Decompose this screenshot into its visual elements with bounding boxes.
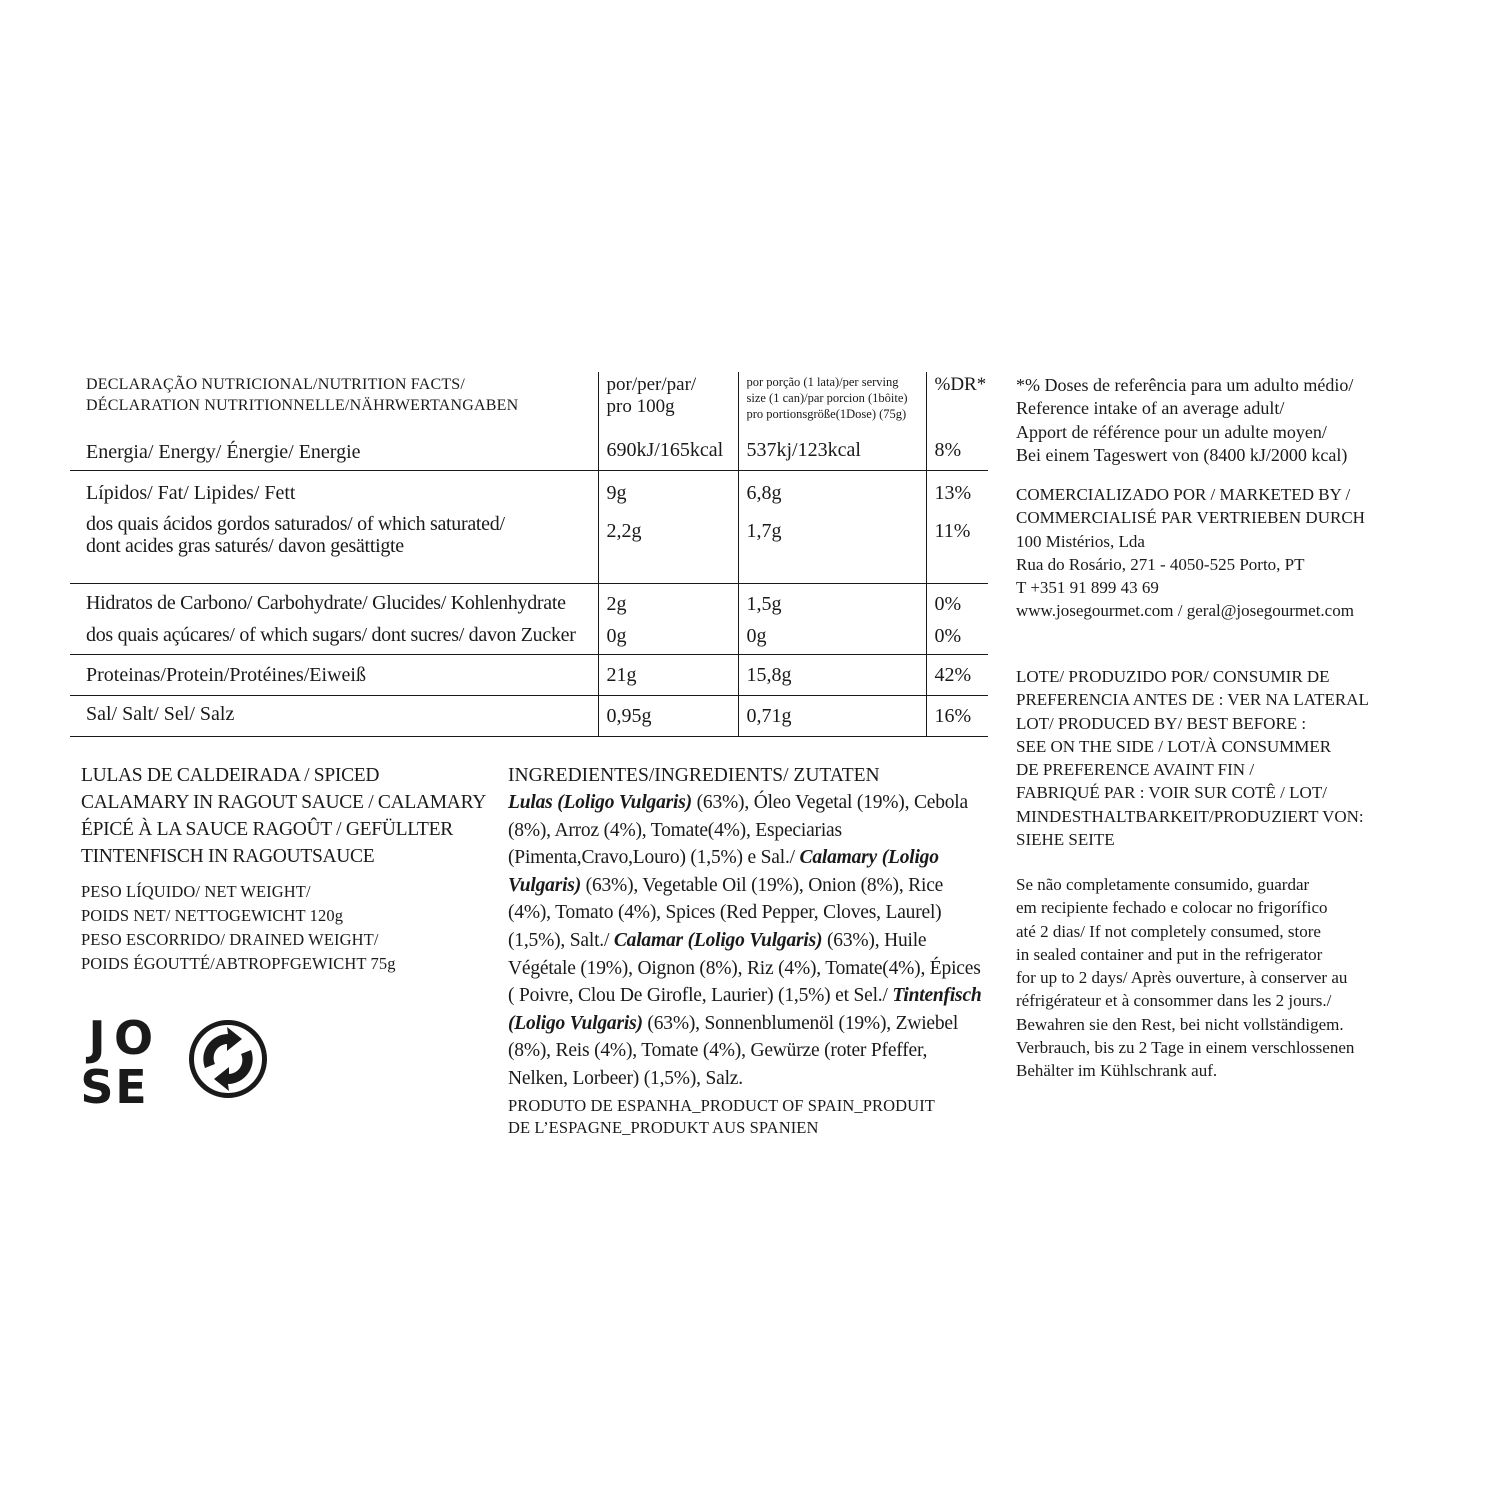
fat-label: Lípidos/ Fat/ Lipides/ Fett (86, 482, 296, 504)
storage-line: Bewahren sie den Rest, bei nicht vollständigem. (1016, 1014, 1344, 1034)
net-weight (81, 880, 501, 976)
logo-letter: E (115, 1060, 147, 1114)
company-address: Rua do Rosário, 271 - 4050-525 Porto, PT (1016, 554, 1305, 574)
company-name: 100 Mistérios, Lda (1016, 531, 1145, 551)
value-per-100g (598, 584, 738, 655)
saturated-label-line: dos quais ácidos gordos saturados/ of which saturated/ (86, 513, 505, 535)
nutrition-row-salt (70, 696, 988, 737)
ingredient-list-de: (63%), Sonnenblumenöl (19%), Zwiebel (8%), Reis (4%), Tomate (4%), Gewürze (roter Pfeffer, Nelken, Lorbeer) (1,5%), Salz. (508, 1012, 959, 1089)
carbs-dr: 0% (934, 593, 962, 615)
value-per-100g: 690kJ/165kcal (598, 430, 738, 471)
weight-line: PESO ESCORRIDO/ DRAINED WEIGHT/ (81, 930, 379, 949)
product-name-line: ÉPICÉ À LA SAUCE RAGOÛT / GEFÜLLTER (81, 819, 453, 840)
value-per-serving: 15,8g (738, 655, 926, 696)
fat-per-100g: 9g (606, 482, 627, 504)
reference-intake (1016, 374, 1436, 467)
value-dr: 42% (926, 655, 988, 696)
nutrient-label: Proteinas/Protein/Protéines/Eiweiß (70, 655, 598, 696)
ingredient-list-pt: (63%), Óleo Vegetal (19%), Cebola (8%), Arroz (4%), Tomate(4%), Especiarias (Pimenta,Cravo,Louro) (1,5%) e Sal./ (508, 792, 968, 869)
reference-line: Apport de référence pour un adulte moyen/ (1016, 421, 1327, 442)
marketer-info (1016, 483, 1446, 623)
sugars-per-100g: 0g (606, 625, 627, 647)
reference-line: Reference intake of an average adult/ (1016, 398, 1285, 419)
sugars-dr: 0% (934, 625, 962, 647)
reference-line: Bei einem Tageswert von (8400 kJ/2000 kcal) (1016, 444, 1348, 465)
marketer-line: COMERCIALIZADO POR / MARKETED BY / (1016, 485, 1351, 504)
storage-line: Behälter im Kühlschrank auf. (1016, 1061, 1218, 1081)
per-serving-line: pro portionsgröße(1Dose) (75g) (746, 407, 907, 421)
value-per-serving: 537kj/123kcal (738, 430, 926, 471)
origin (508, 1095, 983, 1139)
storage-line: in sealed container and put in the refrigerator (1016, 944, 1323, 964)
storage-line: até 2 dias/ If not completely consumed, store (1016, 921, 1321, 941)
weight-line: PESO LÍQUIDO/ NET WEIGHT/ (81, 882, 311, 901)
company-web-email: www.josegourmet.com / geral@josegourmet.com (1016, 601, 1354, 621)
origin-line: DE L’ESPAGNE_PRODUKT AUS SPANIEN (508, 1117, 819, 1137)
green-dot-icon (189, 1020, 267, 1098)
lot-line: SEE ON THE SIDE / LOT/À CONSUMMER (1016, 736, 1332, 756)
per-serving-header (738, 372, 926, 430)
saturated-label-line: dont acides gras saturés/ davon gesättigte (86, 535, 404, 557)
logo-letter: J (88, 1011, 106, 1065)
marketer-line: COMMERCIALISÉ PAR VERTRIEBEN DURCH (1016, 508, 1365, 528)
fat-per-serving: 6,8g (746, 482, 782, 504)
per-100g-line: por/per/par/ (606, 374, 697, 395)
ingredient-name-de: Tintenfisch (Loligo Vulgaris) (508, 985, 982, 1034)
nutrition-table (70, 372, 988, 737)
nutrient-label (70, 471, 598, 584)
value-dr (926, 584, 988, 655)
weight-line: POIDS ÉGOUTTÉ/ABTROPFGEWICHT 75g (81, 954, 396, 973)
logo-letter: S (80, 1060, 114, 1114)
value-dr (926, 471, 988, 584)
value-dr: 8% (926, 430, 988, 471)
storage-line: Verbrauch, bis zu 2 Tage in einem verschlossenen (1016, 1038, 1355, 1058)
per-100g-line: pro 100g (606, 396, 675, 417)
value-per-100g (598, 471, 738, 584)
weight-line: POIDS NET/ NETTOGEWICHT 120g (81, 906, 344, 925)
sugars-label: dos quais açúcares/ of which sugars/ dont sucres/ davon Zucker (86, 624, 576, 646)
nutrient-label: Sal/ Salt/ Sel/ Salz (70, 696, 598, 737)
lot-line: LOTE/ PRODUZIDO POR/ CONSUMIR DE (1016, 667, 1330, 686)
lot-info (1016, 665, 1446, 851)
product-info (81, 762, 501, 976)
nutrient-label (70, 584, 598, 655)
carbs-per-100g: 2g (606, 593, 627, 615)
product-name (81, 762, 501, 870)
product-name-line: LULAS DE CALDEIRADA / SPICED (81, 765, 380, 786)
carbs-label: Hidratos de Carbono/ Carbohydrate/ Glucides/ Kohlenhydrate (86, 592, 566, 614)
value-per-serving (738, 471, 926, 584)
ingredient-name-en: Calamary (Loligo Vulgaris) (508, 847, 939, 896)
company-phone: T +351 91 899 43 69 (1016, 578, 1159, 598)
lot-line: DE PREFERENCE AVAINT FIN / (1016, 760, 1255, 780)
value-dr: 16% (926, 696, 988, 737)
per-100g-header (598, 372, 738, 430)
saturated-per-serving: 1,7g (746, 520, 782, 542)
reference-line: *% Doses de referência para um adulto médio/ (1016, 375, 1354, 395)
ingredients-heading: INGREDIENTES/INGREDIENTS/ ZUTATEN (508, 765, 880, 786)
lot-line: FABRIQUÉ PAR : VOIR SUR COTÊ / LOT/ (1016, 783, 1327, 803)
nutrition-title (70, 372, 598, 430)
ingredient-list-fr: (63%), Huile Végétale (19%), Oignon (8%), Riz (4%), Tomate(4%), Épices ( Poivre, Clou De Girofle, Laurier) (1,5%) et Sel./ (508, 929, 981, 1007)
value-per-100g: 21g (598, 655, 738, 696)
saturated-per-100g: 2,2g (606, 520, 642, 542)
value-per-serving: 0,71g (738, 696, 926, 737)
ingredients-text (508, 789, 983, 1093)
jose-logo (80, 1011, 154, 1114)
storage-line: em recipiente fechado e colocar no frigorífico (1016, 898, 1328, 918)
sugars-per-serving: 0g (746, 625, 767, 647)
lot-line: LOT/ PRODUCED BY/ BEST BEFORE : (1016, 713, 1307, 733)
nutrition-row-protein (70, 655, 988, 696)
lot-line: MINDESTHALTBARKEIT/PRODUZIERT VON: (1016, 806, 1364, 826)
ingredient-name-fr: Calamar (Loligo Vulgaris) (613, 929, 823, 951)
lot-line: SIEHE SEITE (1016, 830, 1115, 850)
nutrition-title-line: DÉCLARATION NUTRITIONNELLE/NÄHRWERTANGABEN (86, 397, 519, 414)
origin-line: PRODUTO DE ESPANHA_PRODUCT OF SPAIN_PRODUIT (508, 1095, 935, 1115)
carbs-per-serving: 1,5g (746, 593, 782, 615)
nutrient-label: Energia/ Energy/ Énergie/ Energie (70, 430, 598, 471)
storage-line: Se não completamente consumido, guardar (1016, 875, 1310, 894)
value-per-100g: 0,95g (598, 696, 738, 737)
fat-dr: 13% (934, 482, 972, 504)
dr-header: %DR* (926, 372, 988, 430)
nutrition-title-line: DECLARAÇÃO NUTRICIONAL/NUTRITION FACTS/ (86, 376, 466, 393)
storage-line: for up to 2 days/ Après ouverture, à conserver au (1016, 968, 1348, 988)
product-name-line: CALAMARY IN RAGOUT SAUCE / CALAMARY (81, 792, 486, 813)
nutrition-row-fat (70, 471, 988, 584)
lot-line: PREFERENCIA ANTES DE : VER NA LATERAL (1016, 690, 1369, 710)
saturated-dr: 11% (934, 520, 971, 542)
storage-info (1016, 873, 1446, 1083)
nutrition-header-row (70, 372, 988, 430)
product-name-line: TINTENFISCH IN RAGOUTSAUCE (81, 846, 375, 867)
value-per-serving (738, 584, 926, 655)
ingredient-list-en: (63%), Vegetable Oil (19%), Onion (8%), Rice (4%), Tomato (4%), Spices (Red Pepper, Cloves, Laurel) (1,5%), Salt./ (508, 874, 944, 951)
storage-line: réfrigérateur et à consommer dans les 2 jours./ (1016, 991, 1332, 1011)
ingredient-name-pt: Lulas (Loligo Vulgaris) (508, 792, 692, 813)
per-serving-line: size (1 can)/par porcion (1bôite) (746, 391, 908, 405)
nutrition-row-carbs (70, 584, 988, 655)
nutrition-row-energy (70, 430, 988, 471)
per-serving-line: por porção (1 lata)/per serving (746, 375, 899, 389)
ingredients-block (508, 762, 983, 1139)
logo-letter: O (114, 1011, 154, 1065)
